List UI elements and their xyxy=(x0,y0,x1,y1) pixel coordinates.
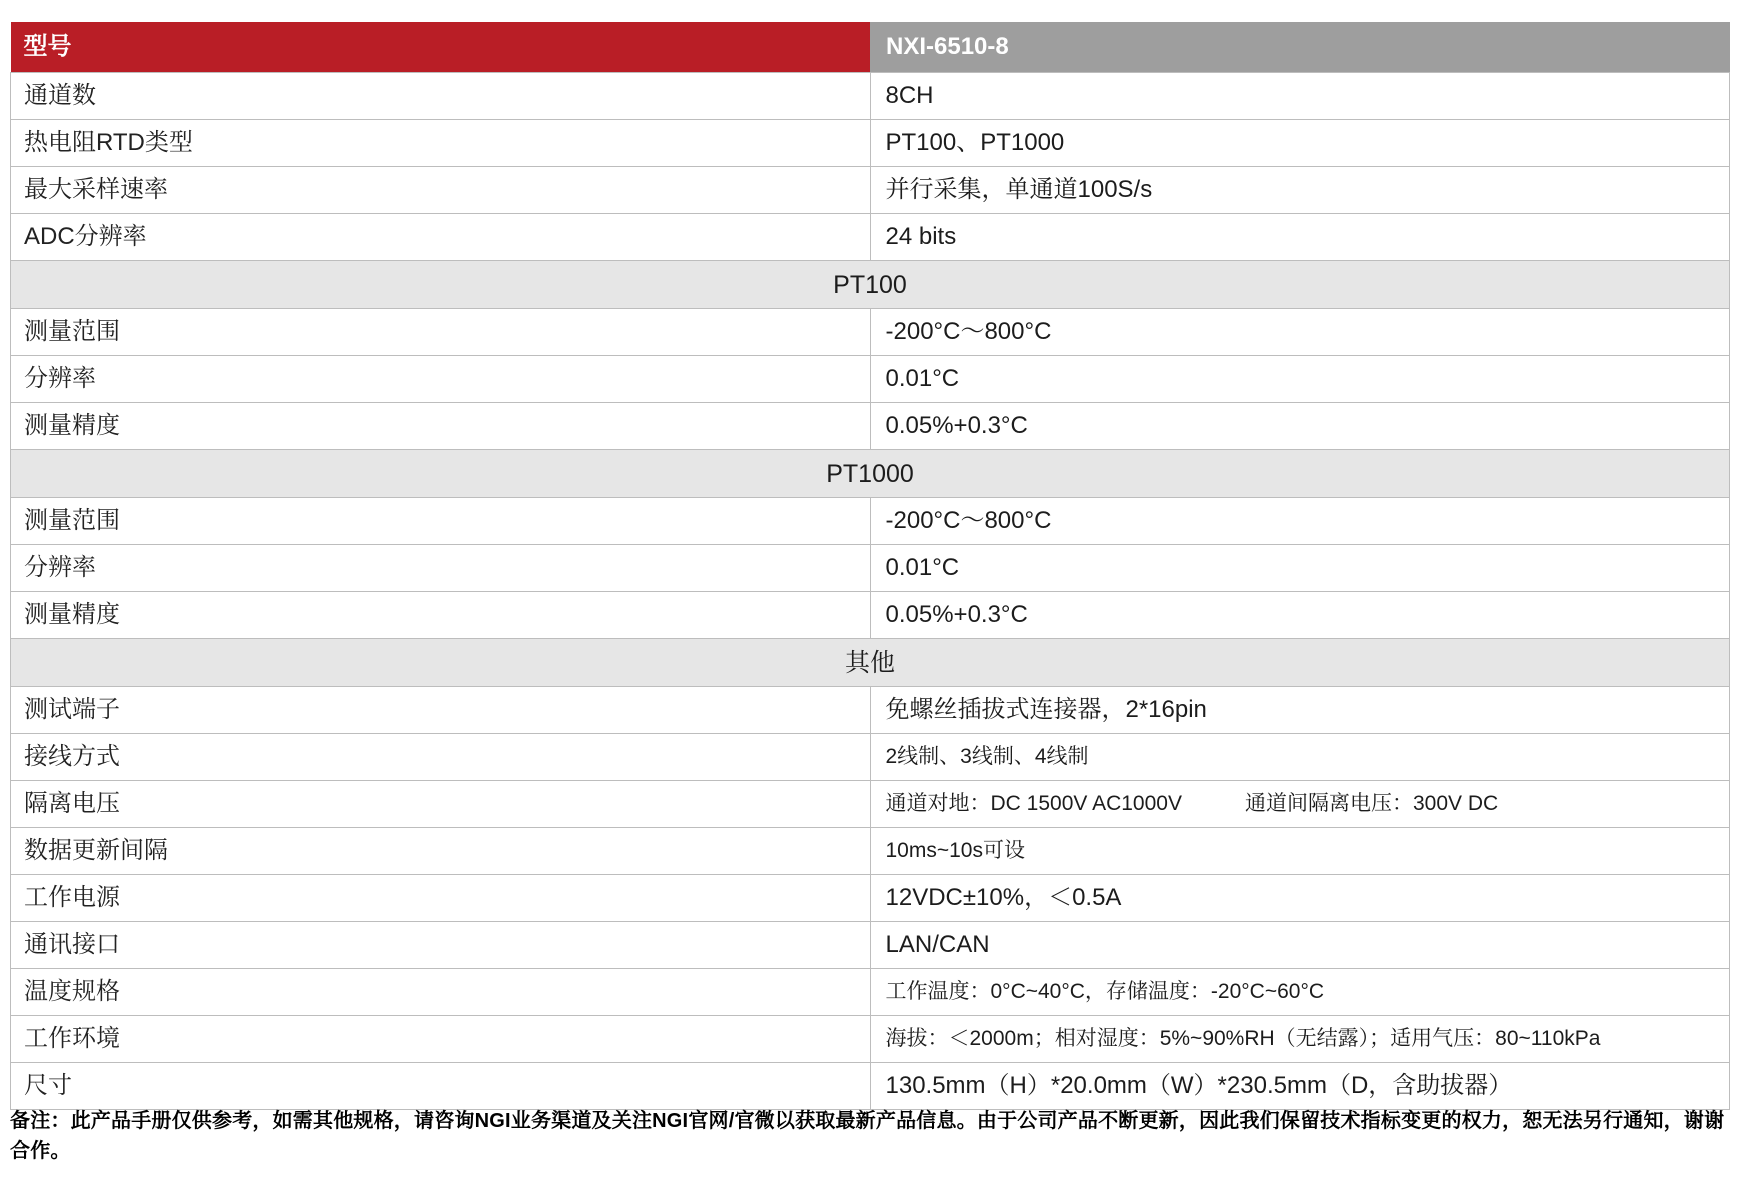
spec-value-cell: -200°C～800°C xyxy=(870,309,1730,356)
spec-row xyxy=(11,120,1730,167)
spec-value-cell: 130.5mm（H）*20.0mm（W）*230.5mm（D，含助拔器） xyxy=(870,1063,1730,1110)
spec-label-cell: 测试端子 xyxy=(11,687,871,734)
spec-value-cell: 12VDC±10%，＜0.5A xyxy=(870,875,1730,922)
section-title: PT1000 xyxy=(11,450,1730,498)
spec-row xyxy=(11,875,1730,922)
spec-label-cell: 通讯接口 xyxy=(11,922,871,969)
spec-label-cell: 工作电源 xyxy=(11,875,871,922)
spec-row xyxy=(11,167,1730,214)
spec-row xyxy=(11,214,1730,261)
spec-row xyxy=(11,922,1730,969)
spec-value-cell: 8CH xyxy=(870,73,1730,120)
spec-row xyxy=(11,969,1730,1016)
spec-row xyxy=(11,828,1730,875)
spec-value-cell: PT100、PT1000 xyxy=(870,120,1730,167)
spec-value-cell: 2线制、3线制、4线制 xyxy=(870,734,1730,781)
spec-label-cell: 测量精度 xyxy=(11,592,871,639)
footer-note: 备注：此产品手册仅供参考，如需其他规格，请咨询NGI业务渠道及关注NGI官网/官微以获取最新产品信息。由于公司产品不断更新，因此我们保留技术指标变更的权力，恕无法另行通知，谢谢合作。 xyxy=(10,1110,1725,1162)
spec-label-cell: 测量范围 xyxy=(11,498,871,545)
spec-row xyxy=(11,781,1730,828)
spec-label-cell: 隔离电压 xyxy=(11,781,871,828)
spec-row xyxy=(11,592,1730,639)
spec-label-cell: 分辨率 xyxy=(11,545,871,592)
spec-value-cell: 海拔：＜2000m；相对湿度：5%~90%RH（无结露）；适用气压：80~110kPa xyxy=(870,1016,1730,1063)
spec-value-cell: 24 bits xyxy=(870,214,1730,261)
spec-value-cell: 0.05%+0.3°C xyxy=(870,592,1730,639)
spec-value-cell: 10ms~10s可设 xyxy=(870,828,1730,875)
spec-value-cell: 并行采集，单通道100S/s xyxy=(870,167,1730,214)
spec-label-cell: 测量范围 xyxy=(11,309,871,356)
spec-row xyxy=(11,734,1730,781)
spec-row xyxy=(11,356,1730,403)
spec-label-cell: 工作环境 xyxy=(11,1016,871,1063)
spec-row xyxy=(11,687,1730,734)
section-title: 其他 xyxy=(11,639,1730,687)
spec-value-cell: 工作温度：0°C~40°C，存储温度：-20°C~60°C xyxy=(870,969,1730,1016)
spec-label-cell: 尺寸 xyxy=(11,1063,871,1110)
spec-row xyxy=(11,1016,1730,1063)
spec-label-cell: 接线方式 xyxy=(11,734,871,781)
spec-label-cell: 通道数 xyxy=(11,73,871,120)
model-header-label: 型号 xyxy=(11,22,871,73)
spec-value-cell: LAN/CAN xyxy=(870,922,1730,969)
spec-value-cell: -200°C～800°C xyxy=(870,498,1730,545)
spec-value-cell: 通道对地：DC 1500V AC1000V 通道间隔离电压：300V DC xyxy=(870,781,1730,828)
spec-row xyxy=(11,403,1730,450)
spec-table-body xyxy=(11,22,1730,1110)
spec-row xyxy=(11,309,1730,356)
model-header-row xyxy=(11,22,1730,73)
spec-row xyxy=(11,73,1730,120)
spec-value-cell: 0.01°C xyxy=(870,545,1730,592)
spec-value-cell: 0.01°C xyxy=(870,356,1730,403)
section-header-row xyxy=(11,261,1730,309)
spec-value-cell: 0.05%+0.3°C xyxy=(870,403,1730,450)
section-header-row xyxy=(11,450,1730,498)
spec-label-cell: 测量精度 xyxy=(11,403,871,450)
spec-value-cell: 免螺丝插拔式连接器，2*16pin xyxy=(870,687,1730,734)
spec-label-cell: 最大采样速率 xyxy=(11,167,871,214)
spec-row xyxy=(11,498,1730,545)
spec-label-cell: 温度规格 xyxy=(11,969,871,1016)
spec-row xyxy=(11,545,1730,592)
spec-label-cell: 数据更新间隔 xyxy=(11,828,871,875)
section-title: PT100 xyxy=(11,261,1730,309)
spec-table xyxy=(10,22,1730,1110)
spec-row xyxy=(11,1063,1730,1110)
spec-label-cell: 分辨率 xyxy=(11,356,871,403)
spec-label-cell: 热电阻RTD类型 xyxy=(11,120,871,167)
spec-label-cell: ADC分辨率 xyxy=(11,214,871,261)
model-number: NXI-6510-8 xyxy=(870,22,1730,73)
section-header-row xyxy=(11,639,1730,687)
